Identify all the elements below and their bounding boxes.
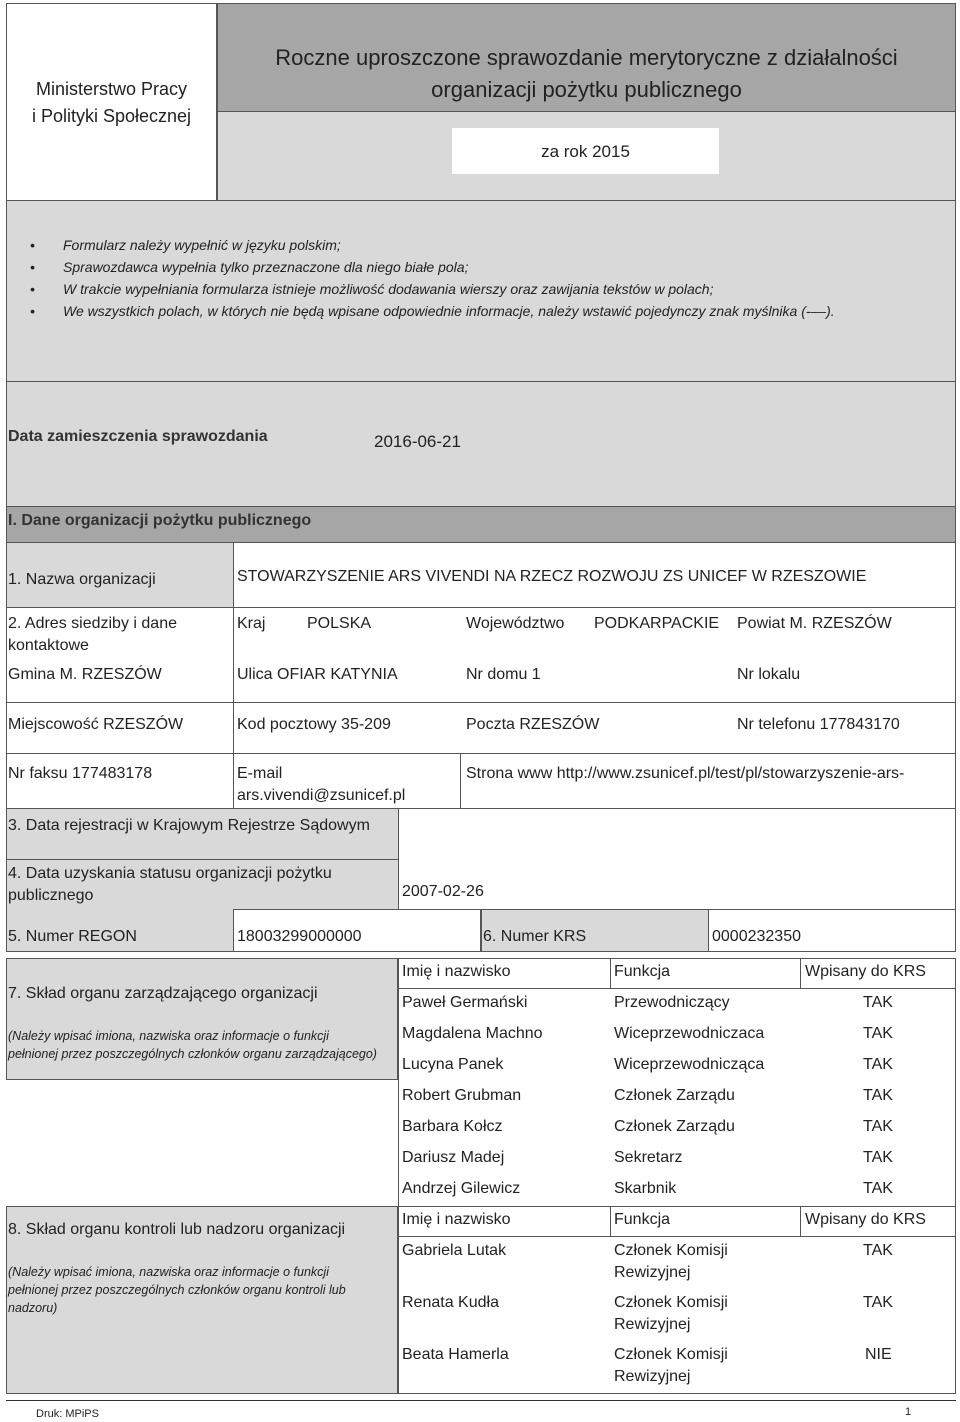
control-header-name: Imię i nazwisko bbox=[402, 1211, 511, 1228]
divider bbox=[6, 702, 956, 703]
instruction-item: • Formularz należy wypełnić w języku polskim; bbox=[30, 237, 341, 253]
post-office[interactable]: Poczta RZESZÓW bbox=[466, 716, 600, 733]
board-note: (Należy wpisać imiona, nazwiska oraz informacje o funkcji pełnionej przez poszczególnych członków organu zarządzającego) bbox=[8, 1029, 377, 1061]
house-number[interactable]: Nr domu 1 bbox=[466, 666, 541, 683]
form-title: Roczne uproszczone sprawozdanie merytoryczne z działalności organizacji pożytku publicznego bbox=[275, 45, 898, 102]
phone[interactable]: Nr telefonu 177843170 bbox=[737, 716, 900, 733]
voivodeship-value[interactable]: PODKARPACKIE bbox=[594, 615, 720, 632]
board-title: 7. Skład organu zarządzającego organizacji bbox=[8, 985, 318, 1002]
board-header-function: Funkcja bbox=[614, 963, 671, 980]
divider bbox=[233, 909, 234, 952]
status-date-label: 4. Data uzyskania statusu organizacji pożytku publicznego bbox=[8, 865, 332, 904]
member-krs: NIE bbox=[865, 1346, 892, 1363]
voivodeship-label: Województwo bbox=[466, 615, 565, 632]
municipality[interactable]: Gmina M. RZESZÓW bbox=[8, 666, 162, 683]
member-krs: TAK bbox=[863, 994, 893, 1011]
member-function: Sekretarz bbox=[614, 1149, 683, 1166]
divider bbox=[398, 1236, 956, 1237]
regon-value[interactable]: 18003299000000 bbox=[237, 928, 362, 945]
instruction-item: • Sprawozdawca wypełnia tylko przeznaczone dla niego białe pola; bbox=[30, 259, 469, 275]
member-name: Beata Hamerla bbox=[402, 1346, 509, 1363]
footer-rule bbox=[6, 1400, 956, 1401]
divider bbox=[6, 859, 398, 860]
member-function: Wiceprzewodniczaca bbox=[614, 1025, 765, 1042]
member-krs: TAK bbox=[863, 1180, 893, 1197]
page-number: 1 bbox=[905, 1406, 912, 1418]
country-label: Kraj bbox=[237, 615, 266, 632]
city[interactable]: Miejscowość RZESZÓW bbox=[8, 716, 184, 733]
address-label: 2. Adres siedziby i dane kontaktowe bbox=[8, 615, 177, 654]
email[interactable]: E-mail ars.vivendi@zsunicef.pl bbox=[237, 765, 406, 804]
member-function: Członek Komisji Rewizyjnej bbox=[614, 1242, 728, 1281]
divider bbox=[610, 958, 611, 989]
ministry-name: Ministerstwo Pracy i Polityki Społecznej bbox=[31, 79, 192, 126]
control-header-krs: Wpisany do KRS bbox=[805, 1211, 926, 1228]
board-header-name: Imię i nazwisko bbox=[402, 963, 511, 980]
member-krs: TAK bbox=[863, 1294, 893, 1311]
member-krs: TAK bbox=[863, 1056, 893, 1073]
postal-code[interactable]: Kod pocztowy 35-209 bbox=[237, 716, 391, 733]
krs-value[interactable]: 0000232350 bbox=[712, 928, 801, 945]
member-name: Robert Grubman bbox=[402, 1087, 522, 1104]
control-header-function: Funkcja bbox=[614, 1211, 671, 1228]
divider bbox=[398, 988, 956, 989]
divider bbox=[800, 958, 801, 989]
member-name: Lucyna Panek bbox=[402, 1056, 504, 1073]
regon-label: 5. Numer REGON bbox=[8, 928, 137, 945]
divider bbox=[233, 607, 234, 808]
krs-registration-label: 3. Data rejestracji w Krajowym Rejestrze Sądowym bbox=[8, 817, 370, 834]
control-title: 8. Skład organu kontroli lub nadzoru organizacji bbox=[8, 1221, 346, 1238]
org-name-value[interactable]: STOWARZYSZENIE ARS VIVENDI NA RZECZ ROZWOJU ZS UNICEF W RZESZOWIE bbox=[237, 568, 867, 585]
member-function: Członek Zarządu bbox=[614, 1118, 735, 1135]
divider bbox=[800, 1206, 801, 1237]
member-name: Dariusz Madej bbox=[402, 1149, 505, 1166]
divider bbox=[610, 1206, 611, 1237]
apartment-number[interactable]: Nr lokalu bbox=[737, 666, 801, 683]
instructions-list bbox=[30, 234, 835, 322]
fax[interactable]: Nr faksu 177483178 bbox=[8, 765, 153, 782]
member-name: Renata Kudła bbox=[402, 1294, 499, 1311]
website[interactable]: Strona www http://www.zsunicef.pl/test/pl/stowarzyszenie-ars- bbox=[466, 765, 905, 782]
control-note: (Należy wpisać imiona, nazwiska oraz informacje o funkcji pełnionej przez poszczególnych członków organu kontroli lub nadzoru) bbox=[8, 1265, 346, 1315]
member-function: Członek Komisji Rewizyjnej bbox=[614, 1294, 728, 1333]
member-function: Członek Komisji Rewizyjnej bbox=[614, 1346, 728, 1385]
divider bbox=[481, 909, 482, 952]
member-name: Magdalena Machno bbox=[402, 1025, 543, 1042]
member-krs: TAK bbox=[863, 1118, 893, 1135]
member-name: Andrzej Gilewicz bbox=[402, 1180, 521, 1197]
org-name-label: 1. Nazwa organizacji bbox=[8, 571, 156, 588]
status-date-value[interactable]: 2007-02-26 bbox=[402, 883, 484, 900]
instruction-item: • W trakcie wypełniania formularza istnieje możliwość dodawania wierszy oraz zawijania tekstów w polach; bbox=[30, 281, 714, 297]
board-header-krs: Wpisany do KRS bbox=[805, 963, 926, 980]
member-krs: TAK bbox=[863, 1242, 893, 1259]
publication-label: Data zamieszczenia sprawozdania bbox=[8, 428, 268, 445]
member-krs: TAK bbox=[863, 1025, 893, 1042]
krs-label: 6. Numer KRS bbox=[483, 928, 587, 945]
member-name: Barbara Kołcz bbox=[402, 1118, 503, 1135]
county[interactable]: Powiat M. RZESZÓW bbox=[737, 615, 892, 632]
country-value[interactable]: POLSKA bbox=[307, 615, 372, 632]
instruction-item: • We wszystkich polach, w których nie będą wpisane odpowiednie informacje, należy wstawić pojedynczy znak myślnika (-––). bbox=[30, 303, 835, 319]
member-function: Skarbnik bbox=[614, 1180, 677, 1197]
footer-print: Druk: MPiPS bbox=[36, 1408, 99, 1420]
member-function: Przewodniczący bbox=[614, 994, 730, 1011]
member-krs: TAK bbox=[863, 1087, 893, 1104]
member-function: Członek Zarządu bbox=[614, 1087, 735, 1104]
publication-date[interactable]: 2016-06-21 bbox=[374, 432, 461, 451]
year-field[interactable]: za rok 2015 bbox=[452, 128, 719, 174]
member-name: Paweł Germański bbox=[402, 994, 528, 1011]
section-title: I. Dane organizacji pożytku publicznego bbox=[8, 512, 312, 529]
member-name: Gabriela Lutak bbox=[402, 1242, 507, 1259]
member-function: Wiceprzewodnicząca bbox=[614, 1056, 765, 1073]
street[interactable]: Ulica OFIAR KATYNIA bbox=[237, 666, 398, 683]
member-krs: TAK bbox=[863, 1149, 893, 1166]
